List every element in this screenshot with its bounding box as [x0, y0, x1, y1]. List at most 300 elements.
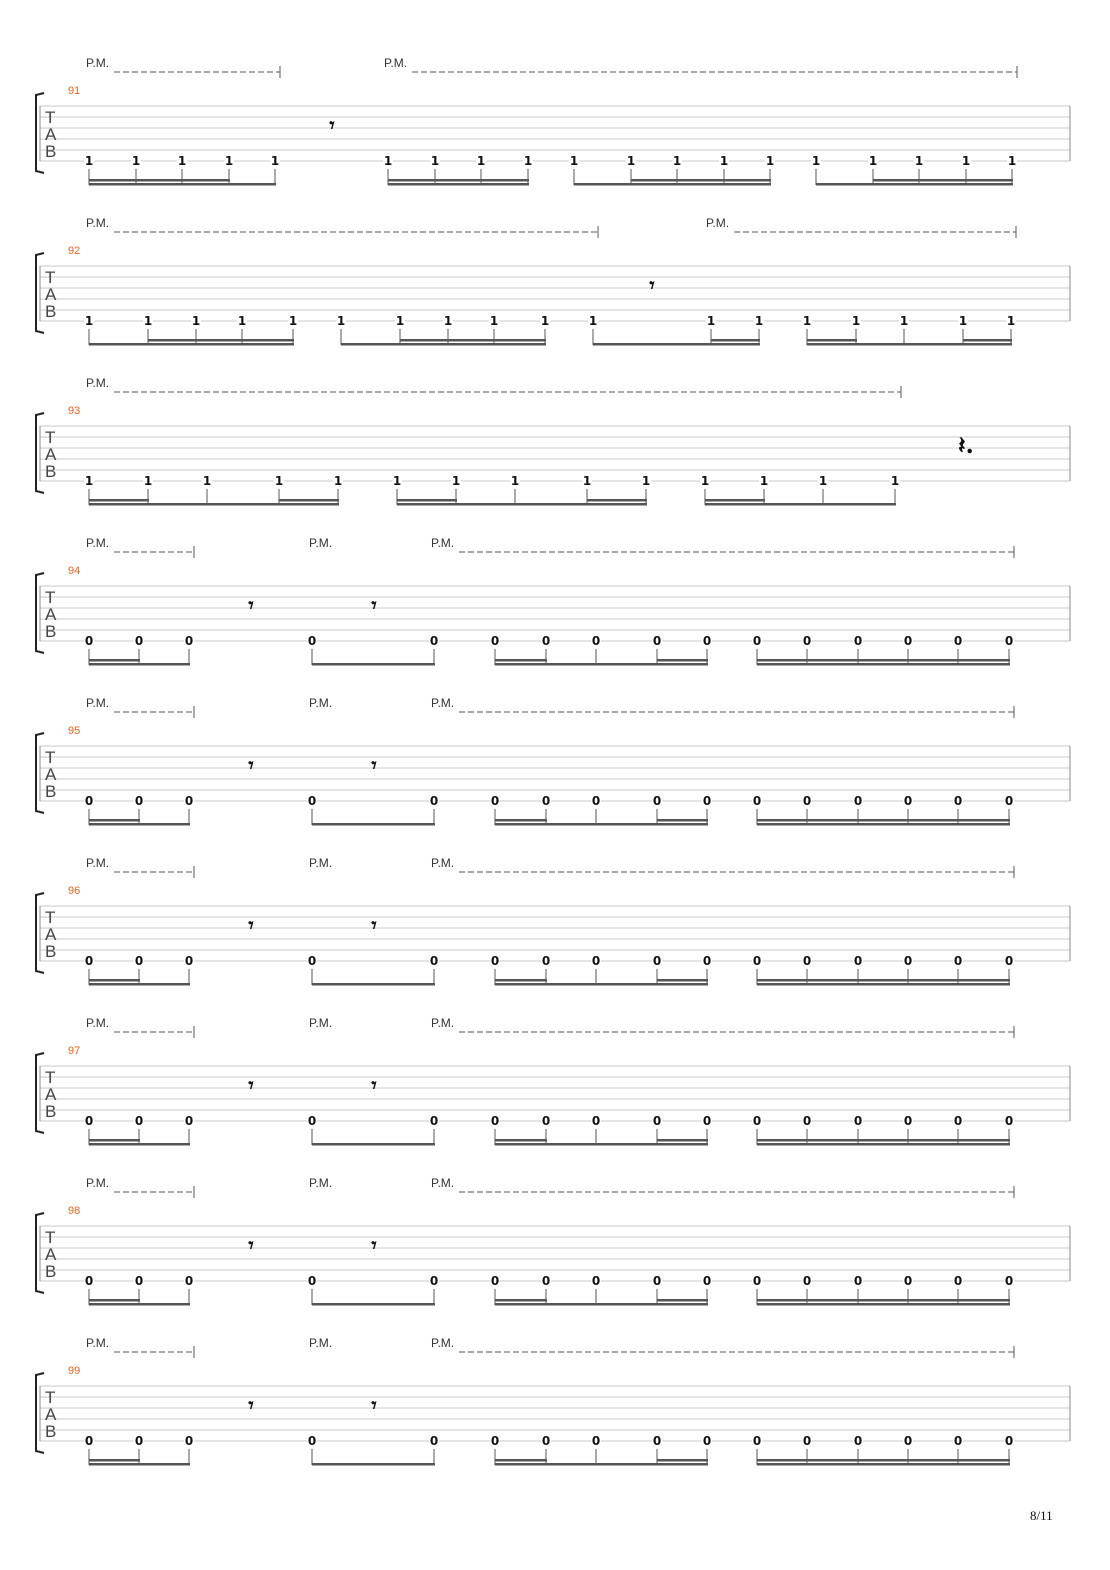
palm-mute-label: P.M. — [86, 1336, 110, 1350]
fret-number: 1 — [336, 314, 346, 328]
palm-mute-marking — [86, 856, 194, 878]
palm-mute-marking — [309, 536, 332, 550]
beam-eighth — [89, 823, 190, 826]
tab-clef-letter: B — [45, 1262, 57, 1281]
fret-number: 0 — [307, 634, 317, 648]
tab-clef-letter: T — [45, 108, 56, 127]
fret-number: 0 — [853, 1274, 863, 1288]
fret-number: 1 — [818, 474, 828, 488]
fret-number: 0 — [853, 794, 863, 808]
palm-mute-marking — [86, 696, 194, 718]
fret-number: 1 — [476, 154, 486, 168]
fret-number: 0 — [429, 1274, 439, 1288]
eighth-rest: 𝄾 — [371, 1073, 377, 1097]
palm-mute-label: P.M. — [431, 1176, 455, 1190]
fret-number: 1 — [383, 154, 393, 168]
palm-mute-label: P.M. — [309, 1016, 333, 1030]
beam-eighth — [89, 1463, 190, 1466]
fret-number: 1 — [719, 154, 729, 168]
staff-system-95 — [36, 696, 1070, 826]
fret-number: 0 — [702, 1114, 712, 1128]
fret-number: 0 — [802, 1114, 812, 1128]
beam-sixteenth — [495, 819, 547, 822]
fret-number: 0 — [429, 954, 439, 968]
beam-sixteenth — [89, 499, 149, 502]
fret-number: 0 — [702, 794, 712, 808]
tab-clef-letter: B — [45, 1422, 57, 1441]
fret-number: 0 — [134, 1114, 144, 1128]
measure-number: 95 — [68, 725, 81, 737]
fret-number: 1 — [700, 474, 710, 488]
palm-mute-label: P.M. — [431, 856, 455, 870]
fret-number: 0 — [490, 794, 500, 808]
tab-clef-letter: A — [45, 125, 57, 144]
beam-sixteenth — [89, 1139, 140, 1142]
fret-number: 1 — [851, 314, 861, 328]
fret-number: 0 — [490, 1274, 500, 1288]
fret-number: 1 — [274, 474, 284, 488]
beam-sixteenth — [495, 1459, 547, 1462]
fret-number: 1 — [899, 314, 909, 328]
fret-number: 0 — [84, 634, 94, 648]
fret-number: 1 — [706, 314, 716, 328]
beam-sixteenth — [89, 179, 230, 182]
fret-number: 1 — [451, 474, 461, 488]
fret-number: 0 — [953, 794, 963, 808]
fret-number: 0 — [490, 634, 500, 648]
beam-eighth — [495, 1463, 708, 1466]
staff-system-93 — [36, 376, 1070, 506]
fret-number: 0 — [903, 1114, 913, 1128]
tab-clef-letter: T — [45, 268, 56, 287]
palm-mute-marking — [431, 856, 1014, 878]
fret-number: 0 — [853, 1434, 863, 1448]
tab-clef-letter: B — [45, 622, 57, 641]
palm-mute-marking — [309, 1176, 332, 1190]
beam-eighth — [312, 823, 435, 826]
fret-number: 0 — [752, 794, 762, 808]
fret-number: 1 — [443, 314, 453, 328]
fret-number: 0 — [184, 1434, 194, 1448]
palm-mute-marking — [384, 56, 1017, 78]
beam-eighth — [388, 183, 529, 186]
measure-number: 96 — [68, 885, 81, 897]
fret-number: 1 — [237, 314, 247, 328]
page-number: 8/11 — [1030, 1508, 1053, 1523]
staff-system-94 — [36, 536, 1070, 666]
fret-number: 1 — [811, 154, 821, 168]
palm-mute-label: P.M. — [431, 1016, 455, 1030]
eighth-rest: 𝄾 — [248, 913, 254, 937]
fret-number: 0 — [541, 1274, 551, 1288]
beam-sixteenth — [963, 339, 1012, 342]
eighth-rest: 𝄾 — [371, 593, 377, 617]
beam-eighth — [89, 1303, 190, 1306]
beam-eighth — [89, 983, 190, 986]
fret-number: 0 — [134, 794, 144, 808]
beam-sixteenth — [711, 339, 760, 342]
fret-number: 1 — [143, 314, 153, 328]
tab-clef-letter: A — [45, 605, 57, 624]
fret-number: 0 — [702, 954, 712, 968]
fret-number: 0 — [307, 1274, 317, 1288]
fret-number: 0 — [591, 1114, 601, 1128]
fret-number: 0 — [752, 634, 762, 648]
palm-mute-marking — [431, 536, 1014, 558]
tab-clef-letter: T — [45, 588, 56, 607]
palm-mute-marking — [309, 1336, 332, 1350]
fret-number: 0 — [490, 1434, 500, 1448]
staff-system-92 — [36, 216, 1070, 346]
fret-number: 0 — [84, 794, 94, 808]
palm-mute-marking — [431, 696, 1014, 718]
fret-number: 0 — [802, 1274, 812, 1288]
eighth-rest: 𝄾 — [371, 1393, 377, 1417]
fret-number: 0 — [134, 634, 144, 648]
beam-sixteenth — [148, 339, 294, 342]
palm-mute-label: P.M. — [706, 216, 730, 230]
beam-eighth — [757, 1143, 1010, 1146]
beam-eighth — [495, 983, 708, 986]
fret-number: 0 — [184, 954, 194, 968]
fret-number: 0 — [652, 1114, 662, 1128]
palm-mute-marking — [86, 1176, 194, 1198]
fret-number: 0 — [1004, 1434, 1014, 1448]
fret-number: 1 — [754, 314, 764, 328]
fret-number: 0 — [134, 954, 144, 968]
beam-sixteenth — [757, 819, 1010, 822]
tab-clef-letter: T — [45, 1228, 56, 1247]
palm-mute-marking — [706, 216, 1016, 238]
tab-clef-letter: B — [45, 782, 57, 801]
measure-number: 99 — [68, 1365, 81, 1377]
fret-number: 0 — [591, 1434, 601, 1448]
fret-number: 0 — [702, 1434, 712, 1448]
fret-number: 0 — [84, 1274, 94, 1288]
fret-number: 0 — [84, 1434, 94, 1448]
beam-eighth — [495, 663, 708, 666]
fret-number: 1 — [288, 314, 298, 328]
fret-number: 0 — [953, 1114, 963, 1128]
palm-mute-label: P.M. — [431, 536, 455, 550]
fret-number: 1 — [430, 154, 440, 168]
palm-mute-label: P.M. — [384, 56, 408, 70]
tab-clef-letter: A — [45, 285, 57, 304]
palm-mute-label: P.M. — [86, 1176, 110, 1190]
fret-number: 1 — [868, 154, 878, 168]
beam-sixteenth — [657, 979, 708, 982]
fret-number: 0 — [752, 1274, 762, 1288]
fret-number: 0 — [429, 794, 439, 808]
staff-system-97 — [36, 1016, 1070, 1146]
palm-mute-marking — [309, 856, 332, 870]
tab-clef-letter: B — [45, 1102, 57, 1121]
beam-sixteenth — [388, 179, 529, 182]
fret-number: 1 — [626, 154, 636, 168]
beam-sixteenth — [757, 979, 1010, 982]
beam-sixteenth — [89, 979, 140, 982]
fret-number: 1 — [1006, 314, 1016, 328]
measure-number: 91 — [68, 85, 81, 97]
fret-number: 1 — [177, 154, 187, 168]
beam-sixteenth — [705, 499, 765, 502]
tab-clef-letter: A — [45, 1085, 57, 1104]
beam-eighth — [312, 1143, 435, 1146]
fret-number: 0 — [490, 1114, 500, 1128]
eighth-rest: 𝄾 — [248, 1393, 254, 1417]
eighth-rest: 𝄾 — [329, 113, 335, 137]
eighth-rest: 𝄾 — [248, 1073, 254, 1097]
fret-number: 1 — [395, 314, 405, 328]
fret-number: 1 — [84, 314, 94, 328]
beam-sixteenth — [279, 499, 339, 502]
fret-number: 1 — [202, 474, 212, 488]
fret-number: 1 — [540, 314, 550, 328]
beam-sixteenth — [587, 499, 647, 502]
palm-mute-label: P.M. — [86, 216, 110, 230]
fret-number: 0 — [652, 1434, 662, 1448]
fret-number: 0 — [802, 954, 812, 968]
beam-sixteenth — [495, 1139, 547, 1142]
fret-number: 0 — [490, 954, 500, 968]
palm-mute-label: P.M. — [309, 1336, 333, 1350]
fret-number: 1 — [569, 154, 579, 168]
measure-number: 98 — [68, 1205, 81, 1217]
palm-mute-marking — [309, 1016, 332, 1030]
beam-eighth — [757, 1463, 1010, 1466]
fret-number: 1 — [392, 474, 402, 488]
fret-number: 1 — [1007, 154, 1017, 168]
beam-eighth — [705, 503, 896, 506]
beam-eighth — [312, 1303, 435, 1306]
beam-eighth — [757, 823, 1010, 826]
beam-eighth — [341, 343, 546, 346]
fret-number: 0 — [903, 1274, 913, 1288]
fret-number: 1 — [890, 474, 900, 488]
fret-number: 0 — [903, 794, 913, 808]
beam-eighth — [574, 183, 771, 186]
palm-mute-marking — [86, 1016, 194, 1038]
beam-sixteenth — [757, 659, 1010, 662]
beam-sixteenth — [495, 1299, 547, 1302]
measure-number: 92 — [68, 245, 81, 257]
beam-eighth — [312, 663, 435, 666]
beam-eighth — [89, 183, 276, 186]
fret-number: 1 — [131, 154, 141, 168]
fret-number: 0 — [134, 1274, 144, 1288]
fret-number: 0 — [541, 1434, 551, 1448]
fret-number: 1 — [84, 474, 94, 488]
fret-number: 0 — [752, 1114, 762, 1128]
tab-clef-letter: T — [45, 428, 56, 447]
fret-number: 1 — [523, 154, 533, 168]
beam-eighth — [495, 823, 708, 826]
fret-number: 0 — [591, 954, 601, 968]
fret-number: 0 — [1004, 794, 1014, 808]
fret-number: 0 — [702, 1274, 712, 1288]
beam-eighth — [757, 663, 1010, 666]
fret-number: 0 — [307, 954, 317, 968]
fret-number: 1 — [802, 314, 812, 328]
fret-number: 0 — [591, 1274, 601, 1288]
tab-clef-letter: B — [45, 942, 57, 961]
fret-number: 0 — [1004, 1274, 1014, 1288]
beam-sixteenth — [657, 1459, 708, 1462]
eighth-rest: 𝄾 — [649, 273, 655, 297]
beam-sixteenth — [657, 819, 708, 822]
beam-eighth — [89, 1143, 190, 1146]
beam-sixteenth — [873, 179, 1013, 182]
fret-number: 0 — [953, 634, 963, 648]
fret-number: 0 — [953, 1274, 963, 1288]
fret-number: 0 — [1004, 1114, 1014, 1128]
fret-number: 0 — [134, 1434, 144, 1448]
fret-number: 0 — [1004, 954, 1014, 968]
fret-number: 1 — [672, 154, 682, 168]
fret-number: 0 — [541, 954, 551, 968]
beam-sixteenth — [631, 179, 771, 182]
palm-mute-marking — [86, 1336, 194, 1358]
fret-number: 0 — [752, 1434, 762, 1448]
fret-number: 1 — [588, 314, 598, 328]
palm-mute-marking — [431, 1336, 1014, 1358]
eighth-rest: 𝄾 — [248, 1233, 254, 1257]
tab-clef-letter: T — [45, 908, 56, 927]
fret-number: 0 — [591, 794, 601, 808]
fret-number: 0 — [184, 794, 194, 808]
palm-mute-marking — [86, 376, 901, 398]
palm-mute-marking — [86, 216, 598, 238]
beam-sixteenth — [495, 659, 547, 662]
measure-number: 97 — [68, 1045, 81, 1057]
fret-number: 1 — [914, 154, 924, 168]
fret-number: 0 — [591, 634, 601, 648]
beam-sixteenth — [757, 1459, 1010, 1462]
beam-eighth — [757, 983, 1010, 986]
beam-sixteenth — [807, 339, 857, 342]
fret-number: 0 — [184, 1274, 194, 1288]
fret-number: 0 — [702, 634, 712, 648]
fret-number: 0 — [1004, 634, 1014, 648]
tab-clef-letter: A — [45, 1405, 57, 1424]
beam-eighth — [312, 983, 435, 986]
beam-eighth — [757, 1303, 1010, 1306]
beam-eighth — [397, 503, 647, 506]
fret-number: 0 — [541, 634, 551, 648]
eighth-rest: 𝄾 — [248, 593, 254, 617]
fret-number: 0 — [652, 634, 662, 648]
tab-clef-letter: B — [45, 302, 57, 321]
beam-eighth — [89, 663, 190, 666]
fret-number: 1 — [270, 154, 280, 168]
dotted-quarter-rest: 𝄽. — [958, 430, 974, 459]
beam-eighth — [495, 1303, 708, 1306]
fret-number: 0 — [307, 794, 317, 808]
eighth-rest: 𝄾 — [371, 753, 377, 777]
palm-mute-marking — [431, 1176, 1014, 1198]
fret-number: 1 — [84, 154, 94, 168]
palm-mute-label: P.M. — [309, 696, 333, 710]
palm-mute-label: P.M. — [86, 56, 110, 70]
fret-number: 0 — [541, 1114, 551, 1128]
fret-number: 0 — [853, 1114, 863, 1128]
fret-number: 0 — [184, 634, 194, 648]
staff-system-99 — [36, 1336, 1070, 1466]
beam-sixteenth — [657, 659, 708, 662]
tab-clef-letter: B — [45, 142, 57, 161]
palm-mute-label: P.M. — [86, 376, 110, 390]
beam-eighth — [816, 183, 1013, 186]
eighth-rest: 𝄾 — [371, 913, 377, 937]
fret-number: 0 — [802, 1434, 812, 1448]
fret-number: 0 — [953, 1434, 963, 1448]
palm-mute-label: P.M. — [431, 1336, 455, 1350]
beam-sixteenth — [397, 499, 457, 502]
palm-mute-label: P.M. — [431, 696, 455, 710]
beam-sixteenth — [89, 659, 140, 662]
palm-mute-label: P.M. — [86, 1016, 110, 1030]
fret-number: 0 — [752, 954, 762, 968]
fret-number: 1 — [333, 474, 343, 488]
palm-mute-label: P.M. — [86, 856, 110, 870]
beam-sixteenth — [757, 1299, 1010, 1302]
fret-number: 0 — [84, 1114, 94, 1128]
fret-number: 1 — [958, 314, 968, 328]
fret-number: 0 — [652, 794, 662, 808]
fret-number: 0 — [652, 1274, 662, 1288]
beam-sixteenth — [89, 1459, 140, 1462]
beam-sixteenth — [495, 979, 547, 982]
beam-sixteenth — [89, 819, 140, 822]
palm-mute-label: P.M. — [309, 856, 333, 870]
fret-number: 0 — [953, 954, 963, 968]
beam-sixteenth — [657, 1299, 708, 1302]
palm-mute-label: P.M. — [86, 536, 110, 550]
palm-mute-label: P.M. — [86, 696, 110, 710]
fret-number: 1 — [510, 474, 520, 488]
staff-system-98 — [36, 1176, 1070, 1306]
tab-clef-letter: A — [45, 1245, 57, 1264]
fret-number: 0 — [184, 1114, 194, 1128]
tab-clef-letter: A — [45, 765, 57, 784]
fret-number: 1 — [759, 474, 769, 488]
beam-sixteenth — [400, 339, 546, 342]
fret-number: 0 — [307, 1114, 317, 1128]
tab-clef-letter: A — [45, 445, 57, 464]
beam-sixteenth — [89, 1299, 140, 1302]
beam-sixteenth — [757, 1139, 1010, 1142]
staff-system-91 — [36, 56, 1070, 186]
fret-number: 0 — [541, 794, 551, 808]
fret-number: 0 — [429, 1434, 439, 1448]
palm-mute-label: P.M. — [309, 1176, 333, 1190]
fret-number: 0 — [853, 954, 863, 968]
fret-number: 0 — [903, 954, 913, 968]
fret-number: 1 — [641, 474, 651, 488]
fret-number: 0 — [652, 954, 662, 968]
palm-mute-marking — [86, 536, 194, 558]
beam-sixteenth — [657, 1139, 708, 1142]
fret-number: 0 — [307, 1434, 317, 1448]
fret-number: 1 — [143, 474, 153, 488]
tab-clef-letter: B — [45, 462, 57, 481]
fret-number: 0 — [853, 634, 863, 648]
fret-number: 0 — [429, 1114, 439, 1128]
palm-mute-label: P.M. — [309, 536, 333, 550]
tab-clef-letter: T — [45, 1388, 56, 1407]
beam-eighth — [89, 343, 294, 346]
fret-number: 1 — [765, 154, 775, 168]
